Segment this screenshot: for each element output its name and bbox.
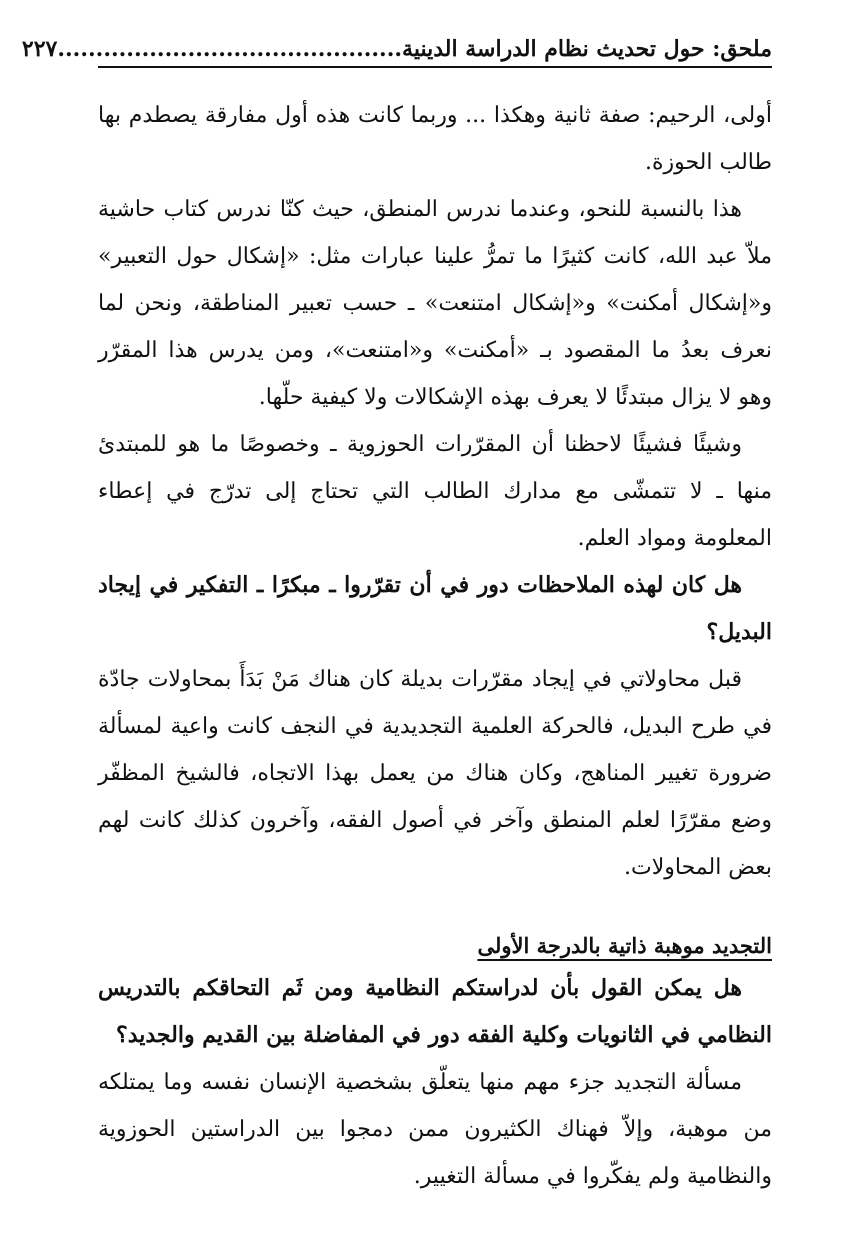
paragraph: أولى، الرحيم: صفة ثانية وهكذا ... وربما كانت هذه أول مفارقة يصطدم بها طالب الحوزة. [98,103,772,175]
interview-answer: قبل محاولاتي في إيجاد مقرّرات بديلة كان هناك مَنْ بَدَأَ بمحاولات جادّة في طرح البديل، فالحركة العلمية التجديدية في النجف كانت واعية لمسألة ضرورة تغيير المناهج، وكان هناك من يعمل بهذا الاتجاه، فالشيخ المظفّر وضع مقرّرًا لعلم المنطق وآخر في أصول الفقه، وآخرون كذلك كانت لهم بعض المحاولات. [98,667,772,880]
paragraph: وشيئًا فشيئًا لاحظنا أن المقرّرات الحوزوية ـ وخصوصًا ما هو للمبتدئ منها ـ لا تتمشّى مع مدارك الطالب التي تحتاج إلى تدرّج في إعطاء المعلومة ومواد العلم. [98,432,772,551]
interview-question: هل كان لهذه الملاحظات دور في أن تقرّروا ـ مبكرًا ـ التفكير في إيجاد البديل؟ [98,572,772,645]
paragraph: هذا بالنسبة للنحو، وعندما ندرس المنطق، حيث كنّا ندرس كتاب حاشية ملاّ عبد الله، كانت كثيرًا ما تمرُّ علينا عبارات مثل: «إشكال حول التعبير» و«إشكال أمكنت» و«إشكال امتنعت» ـ حسب تعبير المناطقة، ونحن لما نعرف بعدُ ما المقصود بـ «أمكنت» و«امتنعت»، ومن يدرس هذا المقرّر وهو لا يزال مبتدئًا لا يعرف بهذه الإشكالات ولا كيفية حلّها. [98,197,772,410]
page-body [98,92,772,1200]
page-header [21,26,772,68]
section-heading: التجديد موهبة ذاتية بالدرجة الأولى [477,933,772,958]
running-title: ملحق: حول تحديث نظام الدراسة الدينية [402,36,772,62]
page-number: ٢٢٧............................................. [21,36,403,62]
interview-answer: مسألة التجديد جزء مهم منها يتعلّق بشخصية الإنسان نفسه وما يمتلكه من موهبة، وإلاّ فهناك الكثيرون ممن دمجوا بين الدراستين الحوزوية والنظامية ولم يفكّروا في مسألة التغيير. [98,1070,772,1189]
interview-question: هل يمكن القول بأن لدراستكم النظامية ومن ثَم التحاقكم بالتدريس النظامي في الثانويات وكلية الفقه دور في المفاضلة بين القديم والجديد؟ [98,975,772,1048]
